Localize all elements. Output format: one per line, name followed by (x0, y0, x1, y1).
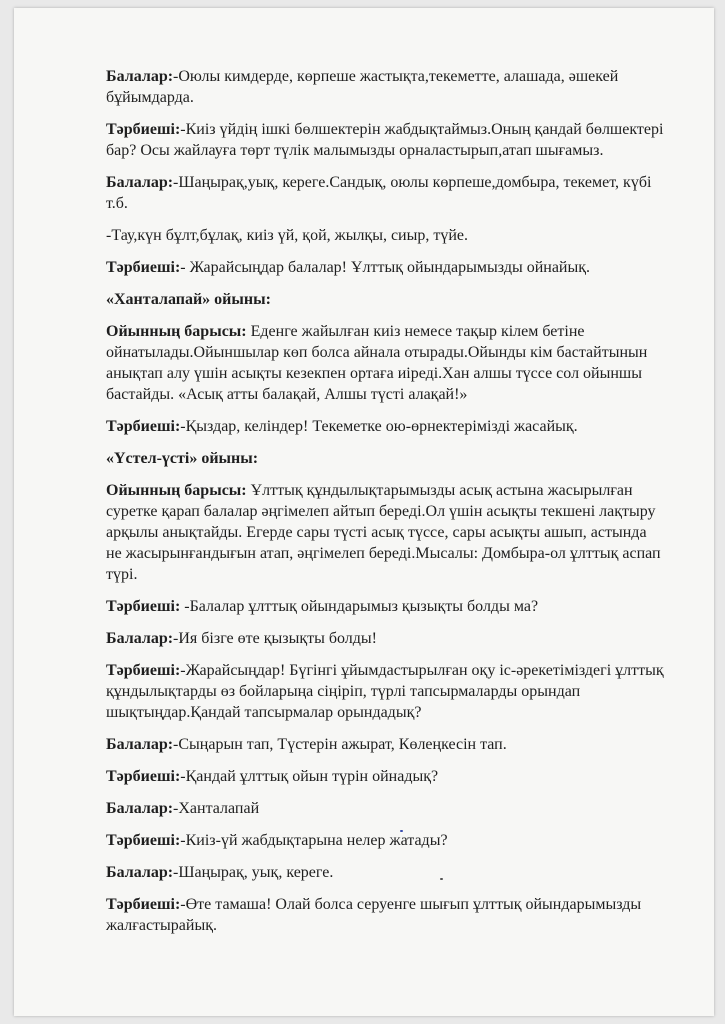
speaker-label: Балалар: (106, 174, 174, 191)
paragraph-text: -Жарайсыңдар! Бүгінгі ұйымдастырылған оқу іс-әрекетіміздегі ұлттық құндылықтарды өз бойларыңа сіңіріп, түрлі тапсырмаларды орындап шықтыңдар.Қандай тапсырмалар орындадық? (106, 662, 664, 721)
paragraph (106, 172, 666, 214)
scan-speck (440, 878, 443, 880)
speaker-label: Тәрбиеші: (106, 832, 181, 849)
paragraph (106, 660, 666, 723)
paragraph (106, 225, 666, 246)
paragraph-text: -Тау,күн бұлт,бұлақ, киіз үй, қой, жылқы, сиыр, түйе. (106, 227, 469, 244)
speaker-label: Тәрбиеші: (106, 662, 181, 679)
paragraph-text: -Қыздар, келіндер! Текеметке ою-өрнектерімізді жасайық. (180, 418, 578, 435)
paragraph (106, 321, 666, 405)
speaker-label: Тәрбиеші: (106, 259, 181, 276)
paragraph (106, 480, 666, 585)
paragraph-text: -Оюлы кимдерде, көрпеше жастықта,текеметте, алашада, әшекей бұйымдарда. (106, 68, 619, 106)
speaker-label: Балалар: (106, 800, 174, 817)
speaker-label: Ойынның барысы: (106, 482, 247, 499)
game-heading (106, 448, 666, 469)
speaker-label: Тәрбиеші: (106, 598, 181, 615)
paragraph (106, 798, 666, 819)
paragraph (106, 862, 666, 883)
paragraph-text: -Балалар ұлттық ойындарымыз қызықты болды ма? (180, 598, 539, 615)
game-heading-text: «Үстел-үсті» ойыны: (106, 450, 259, 467)
speaker-label: Тәрбиеші: (106, 418, 181, 435)
speaker-label: Балалар: (106, 68, 174, 85)
speaker-label: Тәрбиеші: (106, 768, 181, 785)
speaker-label: Балалар: (106, 864, 174, 881)
paragraph (106, 416, 666, 437)
speaker-label: Тәрбиеші: (106, 121, 181, 138)
paragraph-text: -Шаңырақ,уық, кереге.Сандық, оюлы көрпеше,домбыра, текемет, күбі т.б. (106, 174, 652, 212)
game-heading-text: «Ханталапай» ойыны: (106, 291, 271, 308)
paragraph-text: -Шаңырақ, уық, кереге. (173, 864, 334, 881)
paragraph-text: Еденге жайылған киіз немесе тақыр кілем бетіне ойнатылады.Ойыншылар көп болса айнала отырады.Ойынды кім бастайтынын анықтап алу үшін асықты кезекпен ортаға иіреді.Хан алшы түссе сол ойыншы бастайды. «Асық атты балақай, Алшы түсті алақай!» (106, 323, 648, 403)
paragraph-text: Ұлттық құндылықтарымызды асық астына жасырылған суретке қарап балалар әңгімелеп айтып береді.Ол үшін асықты текшені лақтыру арқылы анықтайды. Егерде сары түсті асық түссе, сары асықты ашып, астында не жасырынғандығын атап, әңгімелеп береді.Мысалы: Домбыра-ол ұлттық аспап түрі. (106, 482, 661, 583)
paragraph-text: -Киіз-үй жабдықтарына нелер жатады? (180, 832, 448, 849)
paragraph-text: -Өте тамаша! Олай болса серуенге шығып ұлттық ойындарымызды жалғастырайық. (106, 896, 642, 934)
paragraph (106, 894, 666, 936)
paragraph (106, 119, 666, 161)
paragraph-text: - Жарайсыңдар балалар! Ұлттық ойындарымызды ойнайық. (180, 259, 591, 276)
paragraph (106, 766, 666, 787)
paragraph-text: -Қандай ұлттық ойын түрін ойнадық? (180, 768, 439, 785)
speaker-label: Тәрбиеші: (106, 896, 181, 913)
speaker-label: Балалар: (106, 630, 174, 647)
paragraph (106, 628, 666, 649)
paragraph-text: -Ханталапай (173, 800, 260, 817)
document-page (14, 8, 714, 1016)
paragraph (106, 734, 666, 755)
speaker-label: Балалар: (106, 736, 174, 753)
document-body (106, 66, 666, 947)
paragraph (106, 257, 666, 278)
speaker-label: Ойынның барысы: (106, 323, 247, 340)
paragraph (106, 830, 666, 851)
paragraph-text: -Ия бізге өте қызықты болды! (173, 630, 377, 647)
paragraph-text: -Киіз үйдің ішкі бөлшектерін жабдықтаймыз.Оның қандай бөлшектері бар? Осы жайлауға төрт түлік малымызды орналастырып,атап шығамыз. (106, 121, 664, 159)
paragraph-text: -Сыңарын тап, Түстерін ажырат, Көлеңкесін тап. (173, 736, 507, 753)
paragraph (106, 66, 666, 108)
scan-speck (400, 830, 403, 832)
game-heading (106, 289, 666, 310)
paragraph (106, 596, 666, 617)
